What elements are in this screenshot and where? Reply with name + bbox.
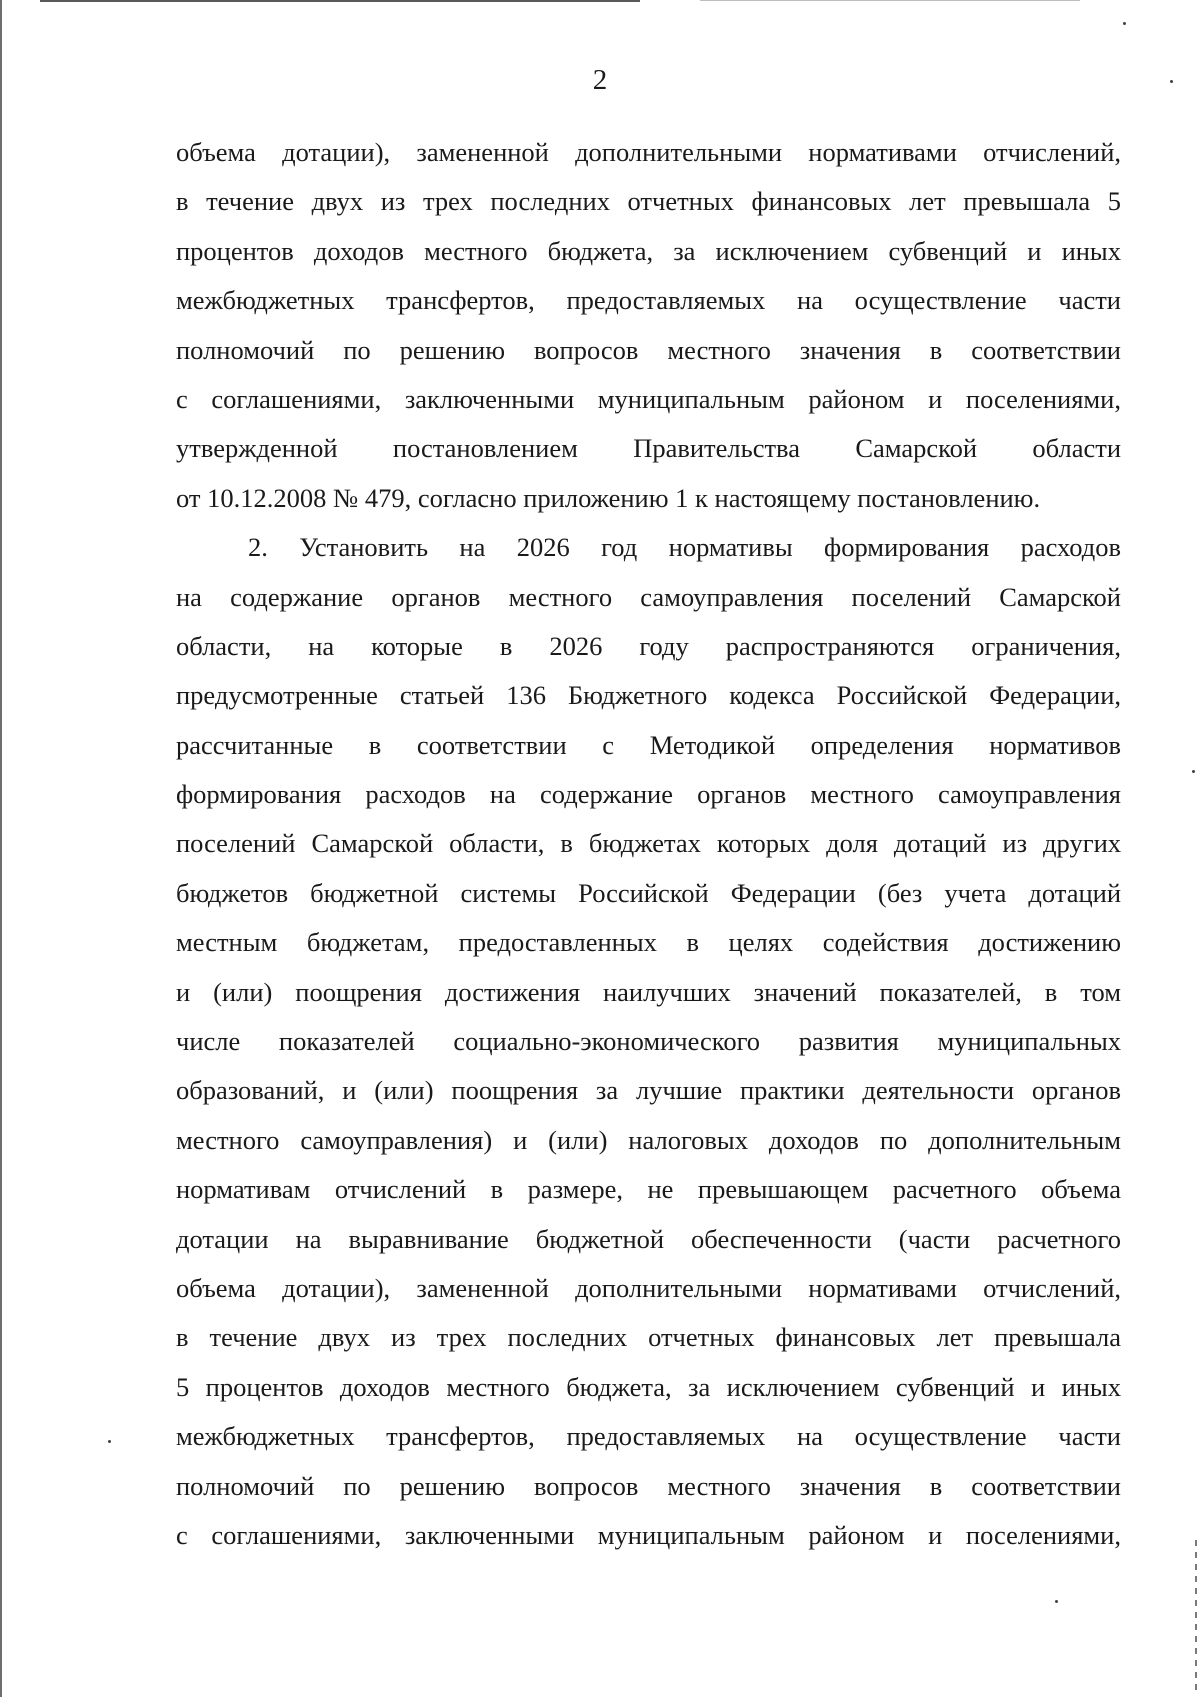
- text-line: и (или) поощрения достижения наилучших значений показателей, в том: [176, 976, 1121, 1007]
- text-line: от 10.12.2008 № 479, согласно приложению 1 к настоящему постановлению.: [176, 482, 1041, 513]
- text-line: межбюджетных трансфертов, предоставляемых на осуществление части: [176, 1421, 1121, 1452]
- document-body: [176, 128, 1121, 1560]
- scan-edge-top-faint: [700, 0, 1080, 1]
- text-line: в течение двух из трех последних отчетных финансовых лет превышала 5: [176, 186, 1121, 217]
- text-line: предусмотренные статьей 136 Бюджетного кодекса Российской Федерации,: [176, 680, 1121, 711]
- text-line: формирования расходов на содержание органов местного самоуправления: [176, 779, 1121, 810]
- text-line: процентов доходов местного бюджета, за исключением субвенций и иных: [176, 235, 1121, 266]
- paragraph-item-2: [176, 523, 1121, 1560]
- text-line: дотации на выравнивание бюджетной обеспеченности (части расчетного: [176, 1223, 1121, 1254]
- scan-speck: [1055, 1600, 1058, 1603]
- text-line: полномочий по решению вопросов местного значения в соответствии: [176, 334, 1121, 365]
- scan-edge-right: [1195, 1540, 1197, 1690]
- text-line: объема дотации), замененной дополнительными нормативами отчислений,: [176, 137, 1121, 167]
- text-line: бюджетов бюджетной системы Российской Федерации (без учета дотаций: [176, 877, 1121, 908]
- text-line: утвержденной постановлением Правительства Самарской области: [176, 433, 1121, 464]
- page-number: 2: [592, 64, 608, 96]
- text-line: с соглашениями, заключенными муниципальным районом и поселениями,: [176, 383, 1121, 414]
- scan-edge-top: [40, 0, 640, 2]
- text-line: рассчитанные в соответствии с Методикой определения нормативов: [176, 729, 1121, 760]
- text-line: 5 процентов доходов местного бюджета, за исключением субвенций и иных: [176, 1371, 1121, 1402]
- text-line: образований, и (или) поощрения за лучшие практики деятельности органов: [176, 1075, 1121, 1106]
- scan-speck: [1123, 22, 1126, 25]
- scan-edge-left: [0, 0, 2, 1697]
- text-line: местного самоуправления) и (или) налоговых доходов по дополнительным: [176, 1124, 1121, 1155]
- text-line: на содержание органов местного самоуправления поселений Самарской: [176, 581, 1121, 612]
- scan-speck: [1192, 770, 1195, 773]
- text-line: поселений Самарской области, в бюджетах которых доля дотаций из других: [176, 828, 1121, 859]
- text-line: нормативам отчислений в размере, не превышающем расчетного объема: [176, 1174, 1121, 1205]
- text-line: 2. Установить на 2026 год нормативы формирования расходов: [248, 532, 1121, 563]
- text-line: объема дотации), замененной дополнительными нормативами отчислений,: [176, 1272, 1121, 1303]
- paragraph-continuation: [176, 128, 1121, 523]
- scan-speck: [108, 1440, 111, 1443]
- text-line: межбюджетных трансфертов, предоставляемых на осуществление части: [176, 285, 1121, 316]
- text-line: полномочий по решению вопросов местного значения в соответствии: [176, 1470, 1121, 1501]
- text-line: местным бюджетам, предоставленных в целях содействия достижению: [176, 927, 1121, 958]
- text-line: с соглашениями, заключенными муниципальным районом и поселениями,: [176, 1519, 1121, 1550]
- text-line: числе показателей социально-экономического развития муниципальных: [176, 1026, 1121, 1057]
- text-line: области, на которые в 2026 году распространяются ограничения,: [176, 630, 1121, 661]
- text-line: в течение двух из трех последних отчетных финансовых лет превышала: [176, 1322, 1121, 1353]
